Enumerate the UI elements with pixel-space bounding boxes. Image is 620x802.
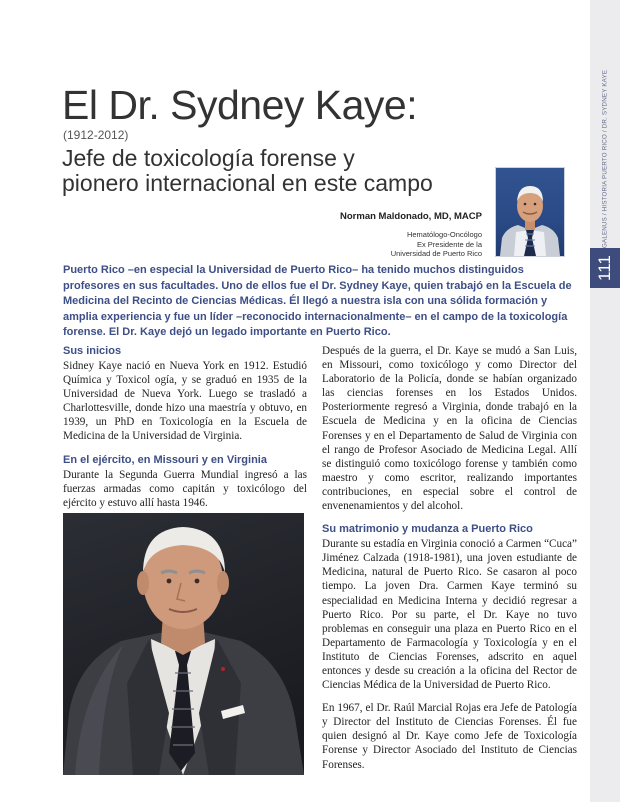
section-heading-ejercito: En el ejército, en Missouri y en Virginia	[63, 453, 267, 466]
kaye-photo	[63, 513, 304, 775]
author-name: Norman Maldonado, MD, MACP	[340, 211, 482, 222]
section-text-guerra: Después de la guerra, el Dr. Kaye se mudó a San Luis, en Missouri, como toxicólogo y como Director del Laboratorio de la Policía, donde se habían organizado las ciencias forenses en los Estados Unidos. Posteriormente regresó a Virginia, donde trabajó en la Escuela de Medicina y en la oficina de Ciencias Forenses y en el Departamento de Salud de Virginia con el rango de Profesor Asociado de Medicina Legal. Allí se distinguió como toxicólogo forense y también como maestro y como escritor, realizando importantes contribuciones, en especial sobre el control de envenenamientos y del alcohol.	[322, 345, 577, 513]
section-heading-inicios: Sus inicios	[63, 345, 122, 357]
section-heading-matrimonio: Su matrimonio y mudanza a Puerto Rico	[322, 523, 533, 536]
author-block	[270, 211, 482, 259]
author-role	[270, 230, 482, 259]
author-role-line-3: Universidad de Puerto Rico	[390, 249, 482, 258]
sidebar	[590, 0, 620, 802]
article-years: (1912-2012)	[63, 128, 129, 142]
running-header: GALENUS / HISTORIA PUERTO RICO / DR. SYDNEY KAYE	[601, 69, 609, 248]
subtitle-line-1: Jefe de toxicología forense y	[62, 145, 355, 171]
section-text-ejercito: Durante la Segunda Guerra Mundial ingresó a las fuerzas armadas como capitán y toxicólogo del ejército y estuvo allí hasta 1946.	[63, 468, 307, 509]
section-text-inicios: Sidney Kaye nació en Nueva York en 1912. Estudió Química y Toxicol ogía, y se graduó en 1935 de la Universidad de Nueva York. Luego se trasladó a Charlottesville, donde hizo una maestría y obtuvo, en 1939, un PhD en Toxicología en la Escuela de Medicina de la Universidad de Virginia.	[63, 360, 307, 443]
subtitle-line-2: pionero internacional en este campo	[62, 170, 433, 196]
author-role-line-2: Ex Presidente de la	[416, 239, 482, 249]
author-role-line-1: Hematólogo-Oncólogo	[406, 230, 482, 239]
section-text-matrimonio: Durante su estadía en Virginia conoció a Carmen “Cuca” Jiménez Calzada (1918-1981), una joven estudiante de Medicina, natural de Puerto Rico. Se casaron al poco tiempo. La joven Dra. Carmen Kaye terminó su especialidad en Medicina Interna y decidió regresar a Puerto Rico. Por su parte, el Dr. Kaye no tuvo problemas en conseguir una plaza en Puerto Rico en el Departamento de Farmacología y Toxicología y en el Instituto de Ciencias Forenses, adscrito en aquel entonces y desde su creación a la oficina del Rector de Ciencias Médica de la Universidad de Puerto Rico.	[322, 538, 577, 692]
article-subtitle	[62, 146, 492, 196]
article-title: El Dr. Sydney Kaye:	[62, 82, 418, 128]
page-number: 111	[590, 248, 620, 288]
section-text-instituto: En 1967, el Dr. Raúl Marcial Rojas era Jefe de Patología y Director del Instituto de Ciencias Forenses. Él fue quien designó al Dr. Kaye como Jefe de Toxicología Forense y Director Asociado del Instituto de Ciencias Forenses.	[322, 702, 577, 771]
right-column	[322, 344, 577, 772]
intro-paragraph: Puerto Rico –en especial la Universidad de Puerto Rico– ha tenido muchos distinguidos profesores en sus facultades. Uno de ellos fue el Dr. Sydney Kaye, quien trabajó en la Escuela de Medicina del Recinto de Ciencias Médicas. Él llegó a nuestra isla con una sólida formación y amplia experiencia y fue un líder –reconocido internacionalmente– en el campo de la toxicología forense. El Dr. Kaye dejó un legado importante en Puerto Rico.	[63, 264, 572, 338]
kaye-photo-illustration	[63, 513, 304, 775]
author-portrait-illustration	[496, 168, 564, 256]
left-column	[63, 344, 307, 510]
author-portrait	[496, 168, 564, 256]
